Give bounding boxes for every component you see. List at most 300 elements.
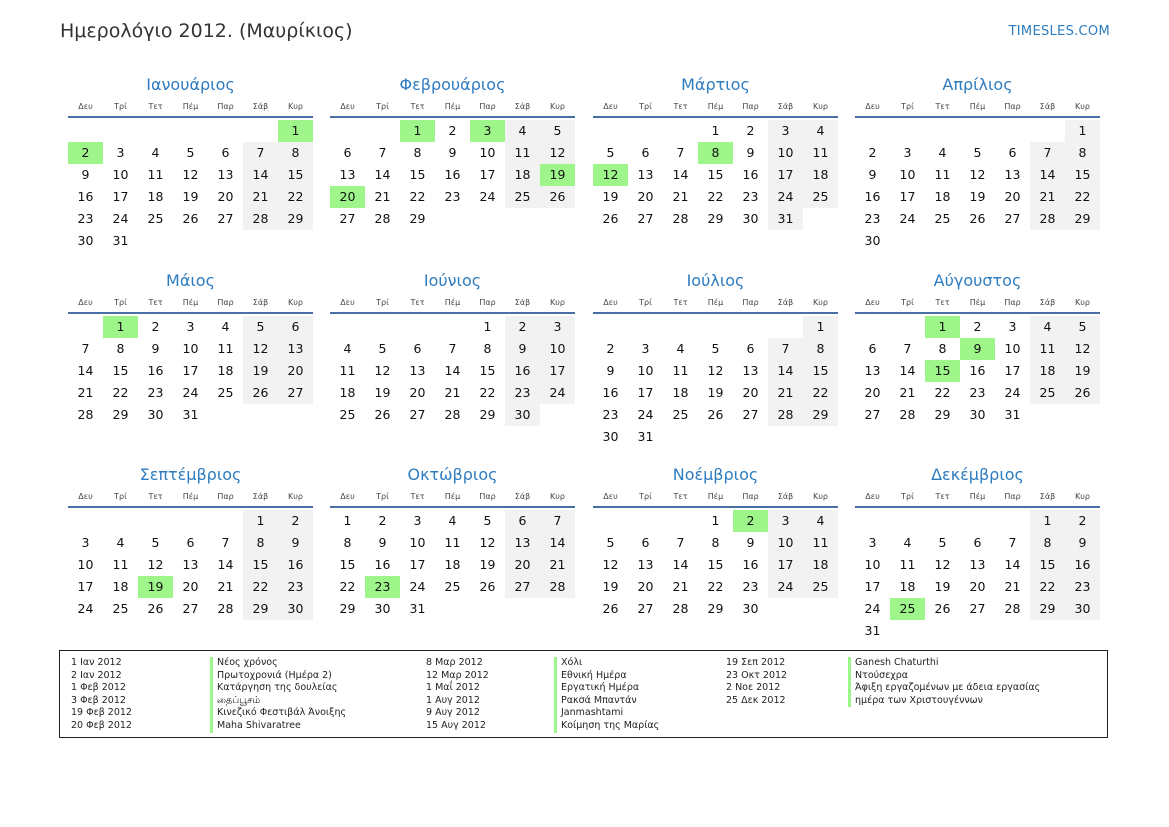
weekday-header bbox=[593, 488, 838, 508]
day-cell: 28 bbox=[217, 601, 234, 616]
legend-holiday-name: Νέος χρόνος bbox=[210, 657, 346, 670]
day-cell: 27 bbox=[864, 407, 881, 422]
day-cell: 11 bbox=[147, 167, 164, 182]
day-cell: 10 bbox=[112, 167, 129, 182]
legend-holiday-name: தைப்பூசம் bbox=[210, 695, 346, 708]
day-cell: 5 bbox=[938, 535, 947, 550]
day-cell: 29 bbox=[479, 407, 496, 422]
day-cell: 7 bbox=[768, 338, 803, 360]
month-block bbox=[330, 462, 575, 620]
day-grid bbox=[330, 120, 575, 230]
day-cell: 6 bbox=[1008, 145, 1017, 160]
day-cell: 5 bbox=[151, 535, 160, 550]
empty-cell bbox=[208, 510, 243, 532]
legend-date: 9 Αυγ 2012 bbox=[426, 707, 480, 719]
weekday-header bbox=[855, 294, 1100, 314]
holiday-legend bbox=[59, 650, 1108, 738]
day-cell: 13 bbox=[637, 167, 654, 182]
day-cell: 29 bbox=[339, 601, 356, 616]
day-cell: 10 bbox=[637, 363, 654, 378]
day-cell: 10 bbox=[479, 145, 496, 160]
day-cell: 3 bbox=[186, 319, 195, 334]
day-cell: 18 bbox=[217, 363, 234, 378]
weekday-label: Κυρ bbox=[550, 492, 565, 501]
day-cell: 3 bbox=[1008, 319, 1017, 334]
weekday-label: Πέμ bbox=[444, 492, 461, 501]
day-cell: 29 bbox=[1030, 598, 1065, 620]
day-cell: 15 bbox=[1030, 554, 1065, 576]
day-cell: 5 bbox=[483, 513, 492, 528]
weekday-label: Σάβ bbox=[1039, 102, 1056, 111]
weekday-label: Πέμ bbox=[707, 492, 724, 501]
weekday-label: Σάβ bbox=[1039, 298, 1056, 307]
weekday-label: Παρ bbox=[1004, 102, 1021, 111]
day-cell: 22 bbox=[934, 385, 951, 400]
empty-cell bbox=[173, 120, 208, 142]
day-cell: 23 bbox=[864, 211, 881, 226]
day-cell: 15 bbox=[243, 554, 278, 576]
holiday-day: 20 bbox=[330, 186, 365, 208]
day-cell: 20 bbox=[505, 554, 540, 576]
day-cell: 14 bbox=[672, 557, 689, 572]
brand-link[interactable]: TIMESLES.COM bbox=[1008, 24, 1110, 39]
weekday-label: Δευ bbox=[865, 298, 880, 307]
day-cell: 16 bbox=[864, 189, 881, 204]
weekday-label: Τρί bbox=[376, 298, 389, 307]
day-grid bbox=[68, 120, 313, 252]
day-cell: 26 bbox=[707, 407, 724, 422]
day-grid bbox=[593, 510, 838, 620]
day-cell: 4 bbox=[676, 341, 685, 356]
day-cell: 16 bbox=[77, 189, 94, 204]
day-cell: 24 bbox=[540, 382, 575, 404]
day-cell: 14 bbox=[444, 363, 461, 378]
legend-holiday-name: Άφιξη εργαζομένων με άδεια εργασίας bbox=[848, 682, 1040, 695]
day-cell: 31 bbox=[768, 208, 803, 230]
day-cell: 20 bbox=[969, 579, 986, 594]
day-cell: 9 bbox=[746, 145, 755, 160]
day-cell: 16 bbox=[444, 167, 461, 182]
day-cell: 3 bbox=[413, 513, 422, 528]
day-cell: 7 bbox=[448, 341, 457, 356]
empty-cell bbox=[1030, 120, 1065, 142]
month-block bbox=[68, 268, 313, 426]
month-block bbox=[593, 462, 838, 620]
day-cell: 28 bbox=[243, 208, 278, 230]
day-grid bbox=[68, 316, 313, 426]
month-name: Αύγουστος bbox=[933, 271, 1022, 290]
day-cell: 3 bbox=[768, 120, 803, 142]
day-cell: 19 bbox=[934, 579, 951, 594]
day-cell: 20 bbox=[409, 385, 426, 400]
weekday-label: Κυρ bbox=[288, 102, 303, 111]
day-cell: 23 bbox=[147, 385, 164, 400]
weekday-label: Σάβ bbox=[514, 102, 531, 111]
day-cell: 14 bbox=[243, 164, 278, 186]
day-cell: 8 bbox=[413, 145, 422, 160]
day-cell: 2 bbox=[448, 123, 457, 138]
day-cell: 3 bbox=[903, 145, 912, 160]
empty-cell bbox=[960, 120, 995, 142]
day-cell: 18 bbox=[112, 579, 129, 594]
day-cell: 24 bbox=[1004, 385, 1021, 400]
legend-dates-col-1 bbox=[71, 657, 132, 733]
empty-cell bbox=[330, 316, 365, 338]
day-cell: 2 bbox=[973, 319, 982, 334]
month-name: Ιανουάριος bbox=[146, 75, 235, 94]
day-cell: 4 bbox=[221, 319, 230, 334]
legend-date: 12 Μαρ 2012 bbox=[426, 669, 489, 681]
day-cell: 27 bbox=[969, 601, 986, 616]
day-cell: 7 bbox=[676, 535, 685, 550]
day-cell: 4 bbox=[938, 145, 947, 160]
day-cell: 11 bbox=[1030, 338, 1065, 360]
day-cell: 2 bbox=[746, 123, 755, 138]
legend-holiday-name: Χόλι bbox=[554, 657, 659, 670]
holiday-day: 15 bbox=[925, 360, 960, 382]
weekday-label: Τετ bbox=[935, 102, 950, 111]
day-cell: 4 bbox=[803, 510, 838, 532]
day-cell: 20 bbox=[182, 579, 199, 594]
day-cell: 8 bbox=[803, 338, 838, 360]
day-cell: 22 bbox=[707, 189, 724, 204]
day-cell: 13 bbox=[1004, 167, 1021, 182]
day-cell: 22 bbox=[1065, 186, 1100, 208]
day-cell: 16 bbox=[742, 167, 759, 182]
month-name: Φεβρουάριος bbox=[399, 75, 506, 94]
empty-cell bbox=[173, 510, 208, 532]
day-cell: 28 bbox=[1030, 208, 1065, 230]
legend-date: 23 Οκτ 2012 bbox=[726, 669, 788, 681]
weekday-label: Τρί bbox=[639, 102, 652, 111]
legend-holiday-name: Εθνική Ημέρα bbox=[554, 670, 659, 683]
day-cell: 7 bbox=[378, 145, 387, 160]
weekday-label: Πέμ bbox=[707, 298, 724, 307]
day-cell: 27 bbox=[182, 601, 199, 616]
day-cell: 26 bbox=[934, 601, 951, 616]
empty-cell bbox=[593, 120, 628, 142]
day-cell: 27 bbox=[637, 601, 654, 616]
day-cell: 9 bbox=[868, 167, 877, 182]
day-grid bbox=[593, 120, 838, 230]
day-cell: 3 bbox=[540, 316, 575, 338]
legend-holiday-name: Janmashtami bbox=[554, 707, 659, 720]
legend-holiday-name: Πρωτοχρονιά (Ημέρα 2) bbox=[210, 670, 346, 683]
day-cell: 10 bbox=[768, 142, 803, 164]
empty-cell bbox=[103, 120, 138, 142]
holiday-day: 25 bbox=[890, 598, 925, 620]
day-cell: 9 bbox=[746, 535, 755, 550]
day-cell: 25 bbox=[505, 186, 540, 208]
day-cell: 9 bbox=[1065, 532, 1100, 554]
day-cell: 28 bbox=[1004, 601, 1021, 616]
day-cell: 18 bbox=[147, 189, 164, 204]
weekday-label: Σάβ bbox=[252, 298, 269, 307]
weekday-label: Τρί bbox=[639, 298, 652, 307]
day-cell: 20 bbox=[1004, 189, 1021, 204]
day-cell: 22 bbox=[707, 579, 724, 594]
day-cell: 3 bbox=[868, 535, 877, 550]
day-cell: 6 bbox=[746, 341, 755, 356]
weekday-label: Κυρ bbox=[1075, 102, 1090, 111]
day-cell: 12 bbox=[479, 535, 496, 550]
day-cell: 22 bbox=[409, 189, 426, 204]
day-cell: 25 bbox=[112, 601, 129, 616]
legend-holiday-name: Κινεζικό Φεστιβάλ Άνοιξης bbox=[210, 707, 346, 720]
day-cell: 10 bbox=[77, 557, 94, 572]
day-cell: 6 bbox=[278, 316, 313, 338]
day-cell: 18 bbox=[505, 164, 540, 186]
day-cell: 10 bbox=[1004, 341, 1021, 356]
day-cell: 29 bbox=[278, 208, 313, 230]
weekday-label: Τετ bbox=[410, 492, 425, 501]
day-cell: 12 bbox=[1065, 338, 1100, 360]
day-cell: 11 bbox=[339, 363, 356, 378]
day-cell: 28 bbox=[540, 576, 575, 598]
day-cell: 11 bbox=[899, 557, 916, 572]
weekday-label: Παρ bbox=[742, 102, 759, 111]
day-cell: 20 bbox=[864, 385, 881, 400]
day-cell: 30 bbox=[505, 404, 540, 426]
weekday-header bbox=[855, 488, 1100, 508]
weekday-label: Παρ bbox=[217, 492, 234, 501]
legend-date: 1 Αυγ 2012 bbox=[426, 694, 480, 706]
weekday-label: Σάβ bbox=[777, 102, 794, 111]
day-cell: 15 bbox=[278, 164, 313, 186]
empty-cell bbox=[925, 120, 960, 142]
weekday-label: Παρ bbox=[479, 492, 496, 501]
day-grid bbox=[68, 510, 313, 620]
day-cell: 5 bbox=[606, 535, 615, 550]
weekday-label: Πέμ bbox=[182, 298, 199, 307]
day-cell: 8 bbox=[116, 341, 125, 356]
day-cell: 23 bbox=[278, 576, 313, 598]
weekday-label: Σάβ bbox=[777, 492, 794, 501]
day-cell: 4 bbox=[1030, 316, 1065, 338]
month-name: Νοέμβριος bbox=[672, 465, 759, 484]
weekday-label: Παρ bbox=[1004, 492, 1021, 501]
weekday-label: Δευ bbox=[603, 492, 618, 501]
day-cell: 27 bbox=[1004, 211, 1021, 226]
weekday-label: Δευ bbox=[865, 102, 880, 111]
day-cell: 21 bbox=[77, 385, 94, 400]
empty-cell bbox=[138, 510, 173, 532]
weekday-label: Πέμ bbox=[707, 102, 724, 111]
day-cell: 19 bbox=[243, 360, 278, 382]
day-cell: 23 bbox=[77, 211, 94, 226]
day-cell: 26 bbox=[602, 211, 619, 226]
day-cell: 24 bbox=[899, 211, 916, 226]
month-block bbox=[330, 268, 575, 426]
day-cell: 6 bbox=[973, 535, 982, 550]
day-cell: 30 bbox=[278, 598, 313, 620]
day-cell: 9 bbox=[151, 341, 160, 356]
day-cell: 14 bbox=[1004, 557, 1021, 572]
day-cell: 7 bbox=[221, 535, 230, 550]
day-grid bbox=[593, 316, 838, 448]
empty-cell bbox=[68, 120, 103, 142]
day-cell: 15 bbox=[1065, 164, 1100, 186]
holiday-day: 2 bbox=[68, 142, 103, 164]
empty-cell bbox=[768, 316, 803, 338]
day-cell: 6 bbox=[413, 341, 422, 356]
day-cell: 29 bbox=[1065, 208, 1100, 230]
day-cell: 28 bbox=[77, 407, 94, 422]
holiday-day: 1 bbox=[103, 316, 138, 338]
empty-cell bbox=[365, 120, 400, 142]
day-cell: 25 bbox=[444, 579, 461, 594]
day-cell: 25 bbox=[803, 186, 838, 208]
day-cell: 6 bbox=[868, 341, 877, 356]
weekday-label: Πέμ bbox=[969, 298, 986, 307]
weekday-label: Κυρ bbox=[288, 492, 303, 501]
day-cell: 13 bbox=[217, 167, 234, 182]
day-cell: 14 bbox=[374, 167, 391, 182]
weekday-label: Παρ bbox=[1004, 298, 1021, 307]
day-cell: 13 bbox=[637, 557, 654, 572]
empty-cell bbox=[208, 120, 243, 142]
day-cell: 5 bbox=[243, 316, 278, 338]
empty-cell bbox=[890, 120, 925, 142]
day-cell: 10 bbox=[864, 557, 881, 572]
day-cell: 26 bbox=[1065, 382, 1100, 404]
legend-date: 1 Ιαν 2012 bbox=[71, 657, 122, 668]
weekday-label: Δευ bbox=[340, 492, 355, 501]
month-name: Δεκέμβριος bbox=[931, 465, 1024, 484]
day-cell: 5 bbox=[711, 341, 720, 356]
day-cell: 5 bbox=[378, 341, 387, 356]
day-cell: 21 bbox=[374, 189, 391, 204]
holiday-day: 1 bbox=[400, 120, 435, 142]
weekday-label: Κυρ bbox=[1075, 492, 1090, 501]
day-cell: 12 bbox=[969, 167, 986, 182]
day-cell: 19 bbox=[602, 189, 619, 204]
weekday-header bbox=[593, 294, 838, 314]
weekday-label: Δευ bbox=[78, 102, 93, 111]
month-block bbox=[593, 72, 838, 230]
day-cell: 22 bbox=[243, 576, 278, 598]
day-cell: 11 bbox=[672, 363, 689, 378]
day-cell: 7 bbox=[81, 341, 90, 356]
day-cell: 24 bbox=[479, 189, 496, 204]
weekday-label: Κυρ bbox=[550, 298, 565, 307]
day-cell: 5 bbox=[1065, 316, 1100, 338]
day-cell: 8 bbox=[343, 535, 352, 550]
day-cell: 29 bbox=[707, 601, 724, 616]
day-cell: 22 bbox=[112, 385, 129, 400]
empty-cell bbox=[435, 316, 470, 338]
day-cell: 21 bbox=[672, 189, 689, 204]
day-cell: 1 bbox=[711, 513, 720, 528]
legend-holiday-name: Ganesh Chaturthi bbox=[848, 657, 1040, 670]
day-cell: 18 bbox=[803, 554, 838, 576]
weekday-label: Παρ bbox=[479, 102, 496, 111]
day-cell: 27 bbox=[637, 211, 654, 226]
weekday-label: Σάβ bbox=[1039, 492, 1056, 501]
day-cell: 11 bbox=[217, 341, 234, 356]
day-cell: 26 bbox=[243, 382, 278, 404]
day-cell: 25 bbox=[934, 211, 951, 226]
legend-date: 20 Φεβ 2012 bbox=[71, 719, 132, 731]
day-cell: 6 bbox=[221, 145, 230, 160]
legend-names-col-1 bbox=[210, 657, 346, 733]
day-cell: 4 bbox=[505, 120, 540, 142]
month-block bbox=[68, 462, 313, 620]
day-cell: 8 bbox=[278, 142, 313, 164]
day-cell: 23 bbox=[1065, 576, 1100, 598]
day-cell: 5 bbox=[606, 145, 615, 160]
day-cell: 8 bbox=[938, 341, 947, 356]
empty-cell bbox=[103, 510, 138, 532]
day-cell: 1 bbox=[1030, 510, 1065, 532]
weekday-label: Σάβ bbox=[514, 298, 531, 307]
empty-cell bbox=[855, 510, 890, 532]
day-cell: 18 bbox=[672, 385, 689, 400]
day-cell: 16 bbox=[278, 554, 313, 576]
legend-dates-col-3 bbox=[726, 657, 787, 707]
day-cell: 12 bbox=[707, 363, 724, 378]
day-cell: 19 bbox=[182, 189, 199, 204]
day-cell: 31 bbox=[182, 407, 199, 422]
weekday-label: Τετ bbox=[673, 298, 688, 307]
day-cell: 20 bbox=[742, 385, 759, 400]
day-cell: 9 bbox=[606, 363, 615, 378]
weekday-label: Κυρ bbox=[813, 102, 828, 111]
empty-cell bbox=[68, 316, 103, 338]
day-cell: 13 bbox=[505, 532, 540, 554]
weekday-label: Δευ bbox=[78, 492, 93, 501]
day-cell: 11 bbox=[803, 142, 838, 164]
day-cell: 6 bbox=[641, 145, 650, 160]
day-cell: 1 bbox=[711, 123, 720, 138]
day-cell: 30 bbox=[1065, 598, 1100, 620]
day-cell: 24 bbox=[409, 579, 426, 594]
day-cell: 1 bbox=[483, 319, 492, 334]
day-cell: 29 bbox=[112, 407, 129, 422]
day-cell: 3 bbox=[641, 341, 650, 356]
weekday-label: Τρί bbox=[114, 492, 127, 501]
day-cell: 9 bbox=[81, 167, 90, 182]
day-cell: 14 bbox=[1030, 164, 1065, 186]
day-cell: 22 bbox=[803, 382, 838, 404]
day-cell: 29 bbox=[409, 211, 426, 226]
day-cell: 10 bbox=[540, 338, 575, 360]
day-cell: 21 bbox=[217, 579, 234, 594]
day-cell: 11 bbox=[934, 167, 951, 182]
day-cell: 27 bbox=[339, 211, 356, 226]
legend-date: 15 Αυγ 2012 bbox=[426, 719, 486, 731]
legend-holiday-name: Εργατική Ημέρα bbox=[554, 682, 659, 695]
holiday-day: 9 bbox=[960, 338, 995, 360]
empty-cell bbox=[663, 316, 698, 338]
weekday-label: Παρ bbox=[217, 102, 234, 111]
weekday-label: Πέμ bbox=[969, 102, 986, 111]
weekday-label: Τετ bbox=[410, 298, 425, 307]
day-cell: 18 bbox=[899, 579, 916, 594]
weekday-label: Δευ bbox=[603, 102, 618, 111]
weekday-label: Κυρ bbox=[1075, 298, 1090, 307]
day-cell: 26 bbox=[182, 211, 199, 226]
day-cell: 30 bbox=[374, 601, 391, 616]
month-name: Μάιος bbox=[166, 271, 215, 290]
day-cell: 19 bbox=[707, 385, 724, 400]
holiday-day: 1 bbox=[925, 316, 960, 338]
day-cell: 14 bbox=[899, 363, 916, 378]
weekday-label: Τετ bbox=[148, 492, 163, 501]
empty-cell bbox=[68, 510, 103, 532]
weekday-label: Τετ bbox=[935, 298, 950, 307]
day-cell: 13 bbox=[182, 557, 199, 572]
